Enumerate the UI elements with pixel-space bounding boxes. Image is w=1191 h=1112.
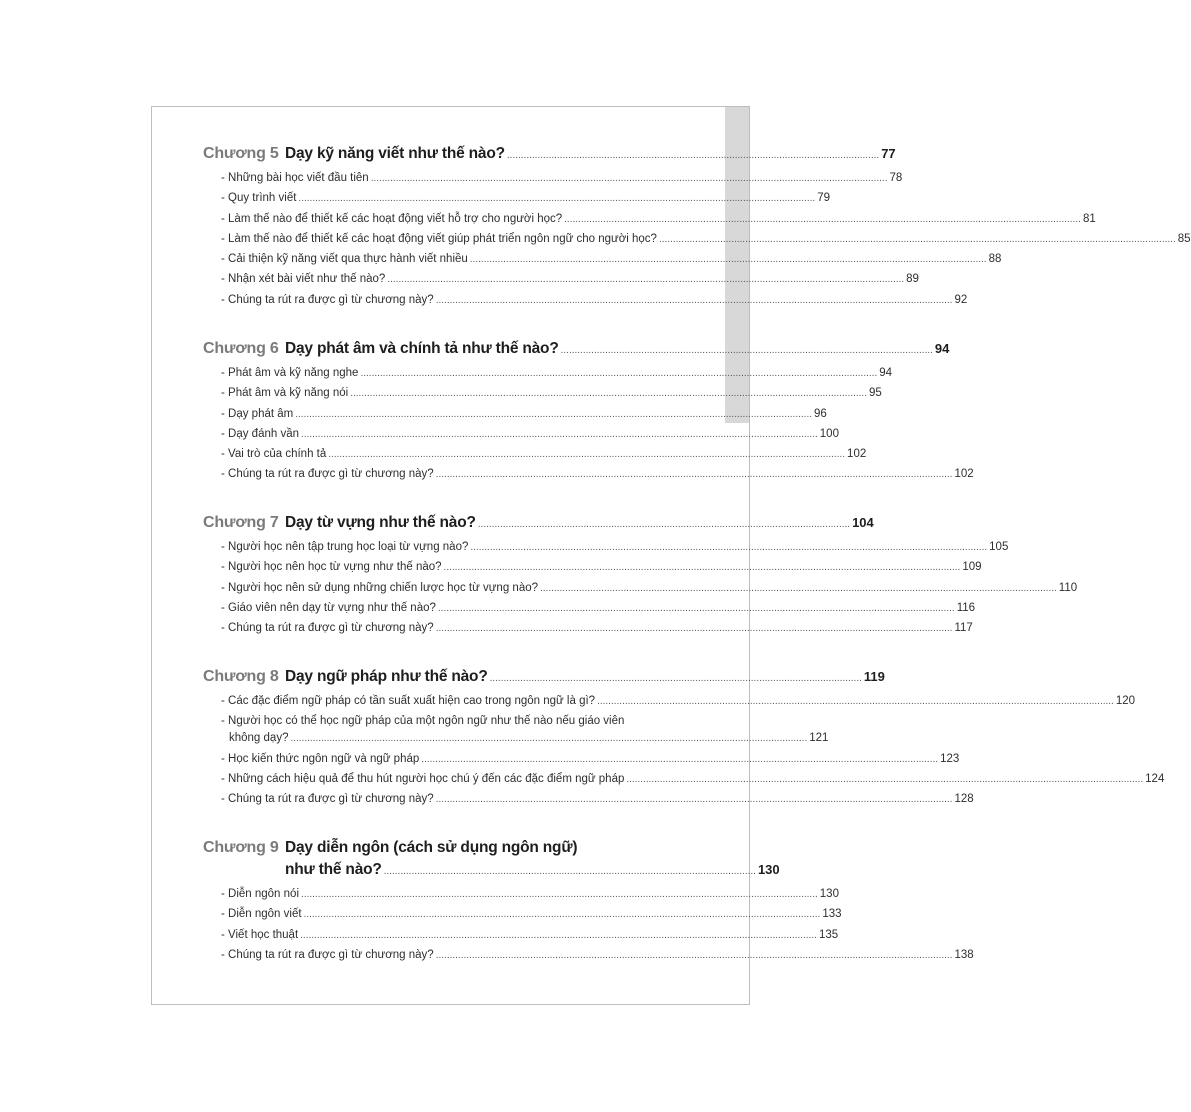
dot-leader: ..........................................................................................................................................................................................	[350, 388, 867, 400]
chapter-page-number: 130	[757, 862, 780, 877]
entry-page-number: 109	[962, 561, 982, 574]
entry-title: - Dạy phát âm	[221, 407, 294, 420]
toc-entry[interactable]	[221, 407, 827, 428]
toc-entry[interactable]	[221, 772, 1165, 793]
toc-entry[interactable]	[221, 908, 842, 928]
entry-title: - Chúng ta rút ra được gì từ chương này?	[221, 293, 434, 306]
entry-page-number: 102	[954, 468, 974, 481]
chapter-page-number: 104	[852, 515, 874, 530]
chapter-7	[203, 514, 1078, 642]
entry-title: - Những cách hiệu quả để thu hút người học chú ý đến các đặc điểm ngữ pháp	[221, 772, 625, 785]
entry-page-number: 105	[989, 541, 1009, 553]
chapter-5	[203, 145, 1191, 314]
toc-entry[interactable]	[221, 561, 982, 581]
chapter-label: Chương 9	[203, 839, 279, 856]
chapter-label: Chương 6	[203, 340, 279, 357]
entry-page-number: 92	[954, 293, 968, 306]
dot-leader: ..........................................................................................................................................................................................	[300, 929, 817, 941]
entry-page-number: 95	[869, 387, 882, 400]
entry-title: - Chúng ta rút ra được gì từ chương này?	[221, 793, 434, 806]
chapter-6	[203, 340, 974, 489]
dot-leader: ..........................................................................................................................................................................................	[298, 193, 816, 205]
entry-page-number: 110	[1058, 581, 1078, 594]
toc-entry[interactable]	[221, 367, 893, 387]
chapter-heading-continued[interactable]	[203, 861, 780, 883]
dot-leader: ......................................................................................................................................	[477, 519, 851, 530]
dot-leader: ..........................................................................................................................................................................................	[626, 773, 1144, 785]
chapter-title: Dạy diễn ngôn (cách sử dụng ngôn ngữ)	[285, 839, 578, 856]
entry-page-number: 135	[818, 928, 839, 941]
entry-title: - Những bài học viết đầu tiên	[221, 172, 369, 184]
entry-page-number: 128	[954, 793, 974, 806]
entry-title: - Người học nên sử dụng những chiến lược học từ vựng nào?	[221, 581, 539, 594]
entry-title: - Diễn ngôn nói	[221, 888, 299, 900]
toc-entry[interactable]	[221, 695, 1136, 715]
entry-page-number: 81	[1082, 212, 1096, 225]
entry-page-number: 123	[940, 752, 960, 765]
dot-leader: ..........................................................................................................................................................................................	[328, 449, 846, 461]
entry-page-number: 89	[906, 273, 919, 286]
chapter-title: Dạy kỹ năng viết như thế nào?	[285, 145, 505, 162]
dot-leader: ..........................................................................................................................................................................................	[443, 562, 961, 574]
dot-leader: ......................................................................................................................................	[506, 150, 880, 161]
entry-title: - Các đặc điểm ngữ pháp có tần suất xuất hiện cao trong ngôn ngữ là gì?	[221, 695, 596, 707]
toc-entry[interactable]	[221, 468, 974, 488]
entry-title: - Phát âm và kỹ năng nghe	[221, 367, 359, 379]
entry-title: - Chúng ta rút ra được gì từ chương này?	[221, 948, 434, 961]
toc-entry[interactable]	[221, 581, 1078, 602]
dot-leader: ..........................................................................................................................................................................................	[469, 254, 987, 266]
chapter-heading[interactable]	[203, 514, 874, 536]
dot-leader: ..........................................................................................................................................................................................	[360, 368, 878, 379]
dot-leader: ..........................................................................................................................................................................................	[658, 233, 1176, 245]
book-page	[151, 106, 1191, 1005]
entry-page-number: 120	[1115, 695, 1136, 707]
toc-entry[interactable]	[221, 793, 974, 813]
chapter-page-number: 77	[881, 146, 896, 161]
toc-entry[interactable]	[221, 273, 919, 293]
chapter-heading[interactable]	[203, 145, 896, 167]
chapter-page-number: 119	[863, 669, 885, 684]
entry-title: - Làm thế nào để thiết kế các hoạt động viết hỗ trợ cho người học?	[221, 212, 563, 225]
entry-title: - Làm thế nào để thiết kế các hoạt động viết giúp phát triển ngôn ngữ cho người học?	[221, 232, 657, 245]
dot-leader: ..........................................................................................................................................................................................	[435, 294, 953, 306]
entry-page-number: 117	[954, 622, 973, 635]
dot-leader: ..........................................................................................................................................................................................	[437, 602, 955, 614]
entry-page-number: 85	[1177, 232, 1191, 245]
entry-page-number: 79	[817, 192, 830, 205]
entry-title: - Chúng ta rút ra được gì từ chương này?	[221, 622, 434, 635]
entry-title: - Người học có thể học ngữ pháp của một ngôn ngữ như thế nào nếu giáo viên	[221, 715, 625, 728]
entry-page-number: 138	[954, 948, 974, 961]
chapter-label: Chương 8	[203, 668, 279, 685]
chapter-title: Dạy ngữ pháp như thế nào?	[285, 668, 488, 685]
toc-entry[interactable]	[221, 601, 976, 622]
toc-entry[interactable]	[221, 232, 1191, 253]
chapter-heading[interactable]	[203, 340, 950, 362]
chapter-heading[interactable]	[203, 839, 689, 861]
toc-entry[interactable]	[221, 752, 960, 773]
dot-leader: ..........................................................................................................................................................................................	[301, 428, 818, 440]
dot-leader: ..........................................................................................................................................................................................	[435, 949, 953, 961]
dot-leader: ..........................................................................................................................................................................................	[421, 753, 939, 765]
entry-title: - Người học nên học từ vựng như thế nào?	[221, 561, 442, 574]
chapter-9	[203, 839, 974, 969]
dot-leader: ..........................................................................................................................................................................................	[564, 213, 1081, 225]
entry-title-continued: không dạy?	[229, 732, 289, 745]
dot-leader: ......................................................................................................................................	[383, 866, 756, 877]
dot-leader: ..........................................................................................................................................................................................	[387, 274, 905, 286]
entry-page-number: 133	[822, 908, 842, 921]
entry-page-number: 130	[819, 888, 839, 900]
toc-entry[interactable]	[221, 448, 867, 468]
dot-leader: ..........................................................................................................................................................................................	[303, 909, 821, 921]
entry-page-number: 78	[889, 172, 903, 184]
dot-leader: ..........................................................................................................................................................................................	[290, 733, 808, 745]
dot-leader: ..........................................................................................................................................................................................	[540, 582, 1057, 594]
toc-entry[interactable]	[221, 172, 903, 192]
entry-title: - Vai trò của chính tả	[221, 448, 327, 461]
dot-leader: ..........................................................................................................................................................................................	[295, 408, 813, 420]
entry-page-number: 116	[956, 601, 976, 614]
chapter-title: Dạy từ vựng như thế nào?	[285, 514, 476, 531]
toc-entry[interactable]	[221, 928, 839, 949]
entry-page-number: 121	[809, 732, 829, 745]
chapter-8	[203, 668, 1165, 813]
dot-leader: ......................................................................................................................................	[560, 345, 933, 356]
dot-leader: ..........................................................................................................................................................................................	[597, 696, 1114, 707]
entry-title: - Viết học thuật	[221, 928, 299, 941]
chapter-page-number: 94	[934, 341, 950, 356]
toc-entry[interactable]	[221, 387, 882, 407]
toc-entry[interactable]	[221, 541, 1009, 561]
entry-page-number: 94	[879, 367, 893, 379]
entry-title: - Nhận xét bài viết như thế nào?	[221, 273, 386, 286]
chapter-title-continued: như thế nào?	[285, 861, 382, 878]
toc-entry[interactable]	[221, 427, 839, 448]
dot-leader: ..........................................................................................................................................................................................	[435, 794, 953, 806]
entry-title: - Chúng ta rút ra được gì từ chương này?	[221, 468, 434, 481]
entry-title: - Giáo viên nên dạy từ vựng như thế nào?	[221, 601, 436, 614]
toc-entry[interactable]	[221, 888, 839, 908]
dot-leader: ......................................................................................................................................	[489, 673, 862, 684]
entry-title: - Người học nên tập trung học loại từ vựng nào?	[221, 541, 469, 553]
chapter-label: Chương 7	[203, 514, 279, 531]
toc-entry[interactable]	[221, 948, 974, 969]
toc-entry[interactable]	[221, 212, 1096, 233]
entry-title: - Cải thiện kỹ năng viết qua thực hành viết nhiều	[221, 253, 468, 266]
toc-entry[interactable]	[221, 293, 968, 314]
dot-leader: ..........................................................................................................................................................................................	[370, 173, 888, 184]
entry-title: - Học kiến thức ngôn ngữ và ngữ pháp	[221, 752, 420, 765]
entry-page-number: 124	[1145, 772, 1165, 785]
toc-entry[interactable]	[221, 622, 973, 642]
toc-entry[interactable]	[221, 715, 829, 752]
entry-title: - Quy trình viết	[221, 192, 297, 205]
entry-page-number: 88	[988, 253, 1002, 266]
chapter-heading[interactable]	[203, 668, 885, 690]
entry-page-number: 102	[847, 448, 867, 461]
dot-leader: ..........................................................................................................................................................................................	[435, 623, 953, 635]
dot-leader: ..........................................................................................................................................................................................	[470, 542, 988, 553]
dot-leader: ..........................................................................................................................................................................................	[301, 889, 818, 900]
entry-title: - Dạy đánh vần	[221, 427, 299, 440]
entry-title: - Diễn ngôn viết	[221, 908, 302, 921]
toc-entry[interactable]	[221, 253, 1002, 273]
chapter-title: Dạy phát âm và chính tả như thế nào?	[285, 340, 559, 357]
toc-entry[interactable]	[221, 192, 830, 212]
chapter-label: Chương 5	[203, 145, 279, 162]
dot-leader: ..........................................................................................................................................................................................	[435, 469, 953, 481]
entry-title: - Phát âm và kỹ năng nói	[221, 387, 349, 400]
entry-page-number: 96	[814, 407, 827, 420]
entry-page-number: 100	[819, 427, 839, 440]
